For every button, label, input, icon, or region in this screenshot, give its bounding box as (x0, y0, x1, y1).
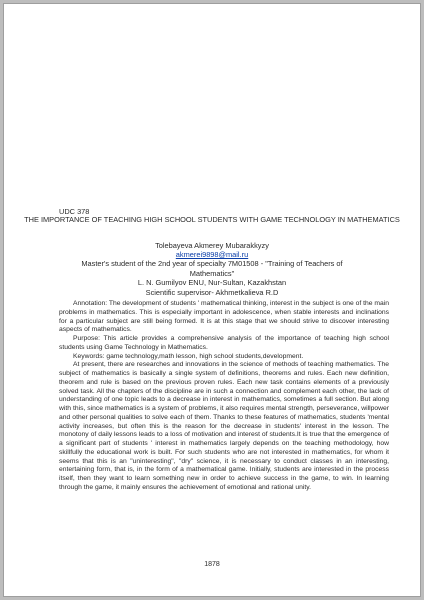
affiliation-line: L. N. Gumilyov ENU, Nur-Sultan, Kazakhstan (137, 278, 287, 288)
annotation-paragraph: Annotation: The development of students ' mathematical thinking, interest in the subject is one of the main problems in mathematics. This is especially important in adolescence, when stable interests and inclinations for a particular subject are still being formed. It is at this stage that we should strive to discover interesting aspects of mathematics. (59, 300, 389, 334)
document-page (4, 4, 420, 596)
keywords-paragraph: Keywords: game technology,math lesson, high school students,development. (73, 352, 304, 360)
affiliation-block (4, 259, 420, 297)
paper-title: THE IMPORTANCE OF TEACHING HIGH SCHOOL STUDENTS WITH GAME TECHNOLOGY IN MATHEMATICS (24, 215, 400, 224)
page-number: 1878 (204, 561, 220, 568)
main-paragraph: At present, there are researches and innovations in the science of methods of teaching mathematics. The subject of mathematics is basically a single system of definitions, theorems and rules. Each new definition, theorem and rule is based on the previous proven rules. Each new task contains elements of a previously solved task. All the chapters of the discipline are in such a connection and complement each other, the lack of understanding of one topic leads to a decrease in interest in mathematics, sometimes a full section. But along with this, since mathematics is a system of problems, it also requires mental strength, perseverance, willpower and other personal qualities to solve each of them. Thanks to these features of mathematics, students 'mental activity increases, but often this is the reason for the decrease in students' interest in the lesson. The monotony of daily lessons leads to a loss of motivation and interest of students.It is true that the emergence of a significant part of students ' interest in mathematics largely depends on the teaching methodology, how skillfully the educational work is built. For such students who are not interested in mathematics, for whom it seems that this is an "uninteresting", "dry" science, it is necessary to conduct classes in an interesting, entertaining form, that is, in the form of a mathematical game. Initially, students are interested in the process itself, then they want to learn something new in order to achieve success in the game, to win. In learning through the game, it mainly ensures the achievement of emotional and rational unity. (59, 361, 389, 491)
affiliation-line: Mathematics" (189, 268, 235, 278)
udc-code: UDC 378 (59, 207, 90, 216)
affiliation-line: Master's student of the 2nd year of specialty 7M01508 - "Training of Teachers of (81, 259, 343, 268)
purpose-paragraph: Purpose: This article provides a comprehensive analysis of the importance of teaching high school students using Game Technology in Mathematics. (59, 335, 389, 351)
author-name: Tolebayeva Akmerey Mubarakkyzy (155, 241, 269, 250)
affiliation-line: Scientific supervisor- Akhmetkalieva R.D (145, 287, 279, 297)
author-email-link[interactable]: akmerei9898@mail.ru (175, 250, 249, 259)
body-text (59, 300, 389, 493)
